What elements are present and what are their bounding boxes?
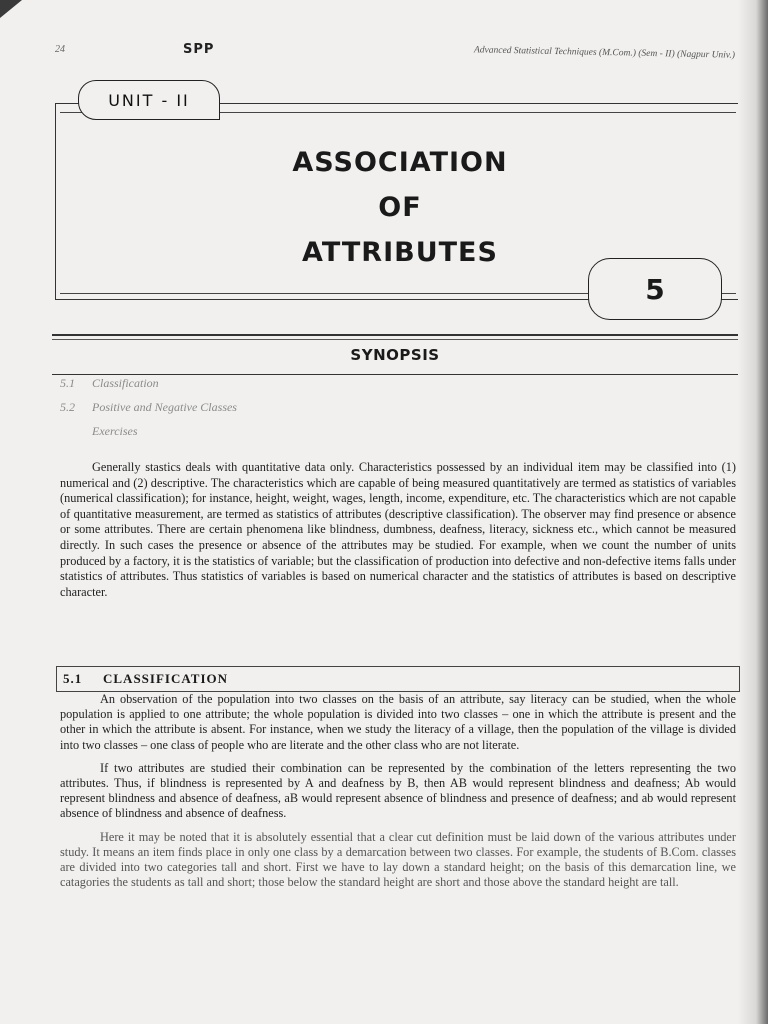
synopsis-list: [60, 376, 560, 448]
synopsis-item-number: 5.2: [60, 400, 75, 414]
synopsis-item-number: 5.1: [60, 376, 75, 390]
unit-label: UNIT - II: [78, 80, 220, 120]
synopsis-item[interactable]: [60, 400, 560, 424]
page-edge-shadow: [738, 0, 768, 1024]
synopsis-item[interactable]: [60, 424, 560, 448]
divider: [52, 334, 738, 336]
chapter-title-line: OF: [378, 192, 422, 223]
divider: [52, 374, 738, 375]
chapter-title-line: ATTRIBUTES: [302, 237, 498, 268]
book-title: Advanced Statistical Techniques (M.Com.) (Sem - II) (Nagpur Univ.): [473, 45, 736, 61]
running-header: [55, 42, 745, 64]
section-heading: [56, 666, 740, 692]
chapter-title-line: ASSOCIATION: [292, 147, 508, 178]
page-number: 24: [55, 44, 65, 55]
section-body: [60, 692, 736, 898]
chapter-number-badge: 5: [588, 258, 722, 320]
body-paragraph: An observation of the population into two classes on the basis of an attribute, say literacy can be studied, when the whole population is applied to one attribute; the whole population is divided into two classes – one in which the attribute is present and the other in which the attribute is absent. For instance, when we study the literacy of a village, then the population of the village is divided into two classes – one class of people who are literate and the other class who are not literate.: [60, 692, 736, 752]
synopsis-item-label: Positive and Negative Classes: [92, 400, 237, 414]
intro-text: [60, 460, 736, 600]
page-corner: [0, 0, 22, 18]
synopsis-item-label: Classification: [92, 376, 159, 390]
body-paragraph: Here it may be noted that it is absolutely essential that a clear cut definition must be laid down of the various attributes under study. It means an item finds place in only one class by a demarcation between two classes. For example, the students of B.Com. classes are divided into two categories tall and short. First we have to lay down a standard height; on the basis of this demarcation line, we catagories the students as tall and short; those below the standard height are short and those above the standard height are tall.: [60, 829, 736, 890]
section-number: 5.1: [63, 671, 83, 686]
intro-paragraph: Generally stastics deals with quantitative data only. Characteristics possessed by an individual item may be classified into (1) numerical and (2) descriptive. The characteristics which are capable of being measured quantitatively are termed as statistics of variables (numerical classification); for instance, height, weight, wages, length, income, expenditure, etc. The characteristics which are not capable of quantitative measurement, are termed as statistics of attributes (descriptive classification). The observer may find presence or absence or some attributes. There are certain phenomena like blindness, dumbness, deafness, literacy, sickness etc., which cannot be measured directly. In such cases the presence or absence of the attributes may be studied. For example, when we count the number of units produced by a factory, it is the statistics of variable; but the classification of production into defective and non-defective items falls under statistics of attributes. Thus statistics of variables is based on numerical character and the statistics of attributes is based on descriptive character.: [60, 460, 736, 599]
synopsis-item-label: Exercises: [92, 424, 138, 438]
section-title: CLASSIFICATION: [103, 671, 229, 686]
publisher-logo: SPP: [183, 42, 215, 57]
synopsis-item[interactable]: [60, 376, 560, 400]
body-paragraph: If two attributes are studied their combination can be represented by the combination of the letters representing the two attributes. Thus, if blindness is represented by A and deafness by B, then AB would represent blindness and deafness; Ab would represent blindness and absence of deafness, aB would represent absence of blindness and presence of deafness; and ab would represent absence of blindness and absence of deafness.: [60, 760, 736, 821]
divider: [52, 339, 738, 340]
synopsis-heading: SYNOPSIS: [350, 346, 440, 364]
chapter-title: [120, 140, 680, 275]
